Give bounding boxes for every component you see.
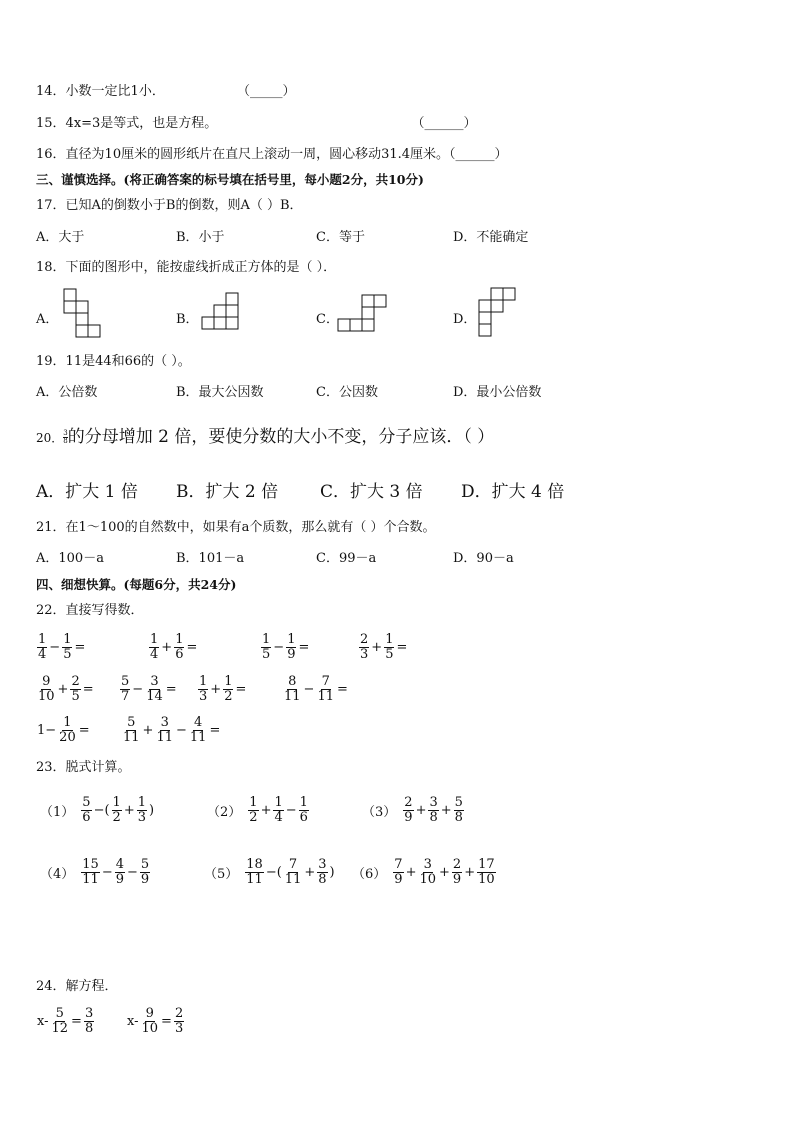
q19-option-c[interactable]: C．公因数 bbox=[316, 385, 378, 400]
cube-net-a bbox=[62, 288, 102, 342]
q23-expr-3: （3） $\frac{2}{9}$ + $\frac{3}{8}$ + $\frac{5}{8}$ bbox=[362, 795, 463, 825]
q18-label-d[interactable]: D． bbox=[453, 312, 477, 327]
q22-expr-7: $\frac{1}{3}$ + $\frac{1}{2}$ = bbox=[199, 674, 247, 704]
q20-option-a[interactable]: A．扩大 1 倍 bbox=[36, 482, 138, 502]
q23-label-5: （5） bbox=[204, 867, 239, 882]
q19-stem: 19．11是44和66的（ ）。 bbox=[36, 354, 191, 369]
q19-option-d[interactable]: D．最小公倍数 bbox=[453, 385, 542, 400]
q20-text: 的分母增加 2 倍，要使分数的大小不变，分子应该．（ ） bbox=[67, 427, 495, 447]
q23-expr-5: （5） $\frac{18}{11}$ −( $\frac{7}{11}$ + $\frac{3}{8}$ ) bbox=[204, 857, 335, 887]
q19-option-a[interactable]: A．公倍数 bbox=[36, 385, 98, 400]
q22-expr-1: $\frac{1}{4}$ − $\frac{1}{5}$ = bbox=[38, 632, 86, 662]
q14-text: 14．小数一定比1小． bbox=[36, 84, 165, 99]
q20-number: 20． bbox=[36, 431, 64, 445]
q21-option-c[interactable]: C．99－a bbox=[316, 551, 377, 566]
q21-stem: 21．在1～100的自然数中，如果有a个质数，那么就有（ ）个合数。 bbox=[36, 520, 436, 535]
q22-expr-10: $\frac{5}{11}$ + $\frac{3}{11}$ − $\frac{4}{11}$ = bbox=[123, 715, 221, 745]
q22-expr-2: $\frac{1}{4}$ + $\frac{1}{6}$ = bbox=[150, 632, 198, 662]
cube-net-b bbox=[200, 292, 240, 336]
q22-expr-9: 1− $\frac{1}{20}$ = bbox=[37, 715, 90, 745]
q22-expr-4: $\frac{2}{3}$ + $\frac{1}{5}$ = bbox=[360, 632, 408, 662]
q17-option-c[interactable]: C．等于 bbox=[316, 230, 365, 245]
q24-equation-2: x- $\frac{9}{10}$ = $\frac{2}{3}$ bbox=[127, 1006, 184, 1036]
q20-fraction: $\frac{3}{8}$ bbox=[63, 429, 68, 445]
q20-option-c[interactable]: C．扩大 3 倍 bbox=[320, 482, 423, 502]
q18-label-b[interactable]: B． bbox=[176, 312, 199, 327]
q17-option-a[interactable]: A．大于 bbox=[36, 230, 85, 245]
q15-text: 15．4x=3是等式，也是方程。 bbox=[36, 116, 218, 131]
q15-answer-blank[interactable]: （______） bbox=[411, 116, 477, 131]
q23-label-3: （3） bbox=[362, 805, 397, 820]
q18-stem: 18．下面的图形中，能按虚线折成正方体的是（ ）． bbox=[36, 260, 337, 275]
q23-label-1: （1） bbox=[40, 805, 75, 820]
q16: 16．直径为10厘米的圆形纸片在直尺上滚动一周，圆心移动31.4厘米。（______） bbox=[36, 147, 508, 162]
q23-label-4: （4） bbox=[40, 867, 75, 882]
section-4-heading: 四、细想快算。(每题6分，共24分) bbox=[36, 577, 237, 592]
q19-option-b[interactable]: B．最大公因数 bbox=[176, 385, 264, 400]
q23-label-2: （2） bbox=[207, 805, 242, 820]
q21-option-a[interactable]: A．100－a bbox=[36, 551, 104, 566]
q24-equation-1: x- $\frac{5}{12}$ = $\frac{3}{8}$ bbox=[37, 1006, 94, 1036]
q23-expr-6: （6） $\frac{7}{9}$ + $\frac{3}{10}$ + $\frac{2}{9}$ + $\frac{17}{10}$ bbox=[352, 857, 495, 887]
q20-stem bbox=[36, 426, 494, 449]
q17-option-d[interactable]: D．不能确定 bbox=[453, 230, 529, 245]
cube-net-c bbox=[336, 294, 388, 336]
q22-expr-3: $\frac{1}{5}$ − $\frac{1}{9}$ = bbox=[262, 632, 310, 662]
cube-net-d bbox=[477, 287, 517, 343]
q18-label-a[interactable]: A． bbox=[36, 312, 59, 327]
q17-option-b[interactable]: B．小于 bbox=[176, 230, 225, 245]
q22-expr-5: $\frac{9}{10}$ + $\frac{2}{5}$ = bbox=[38, 674, 94, 704]
q24-stem: 24．解方程． bbox=[36, 979, 118, 994]
q22-expr-8: $\frac{8}{11}$ − $\frac{7}{11}$ = bbox=[284, 674, 348, 704]
q18-label-c[interactable]: C． bbox=[316, 312, 339, 327]
q14 bbox=[36, 84, 295, 100]
q14-answer-blank[interactable]: （_____） bbox=[236, 84, 296, 99]
q23-expr-1: （1） $\frac{5}{6}$ −( $\frac{1}{2}$ + $\frac{1}{3}$ ) bbox=[40, 795, 155, 825]
section-3-heading: 三、谨慎选择。(将正确答案的标号填在括号里，每小题2分，共10分) bbox=[36, 172, 424, 187]
q22-expr-6: $\frac{5}{7}$ − $\frac{3}{14}$ = bbox=[121, 674, 177, 704]
q22-stem: 22．直接写得数． bbox=[36, 603, 144, 618]
q15 bbox=[36, 116, 476, 132]
q23-label-6: （6） bbox=[352, 867, 387, 882]
q23-stem: 23．脱式计算。 bbox=[36, 760, 131, 775]
q23-expr-2: （2） $\frac{1}{2}$ + $\frac{1}{4}$ − $\frac{1}{6}$ bbox=[207, 795, 308, 825]
q20-option-d[interactable]: D．扩大 4 倍 bbox=[461, 482, 565, 502]
q21-option-d[interactable]: D．90－a bbox=[453, 551, 514, 566]
q21-option-b[interactable]: B．101－a bbox=[176, 551, 245, 566]
q20-option-b[interactable]: B．扩大 2 倍 bbox=[176, 482, 279, 502]
q23-expr-4: （4） $\frac{15}{11}$ − $\frac{4}{9}$ − $\frac{5}{9}$ bbox=[40, 857, 150, 887]
q17-stem: 17．已知A的倒数小于B的倒数，则A（ ）B． bbox=[36, 198, 303, 213]
